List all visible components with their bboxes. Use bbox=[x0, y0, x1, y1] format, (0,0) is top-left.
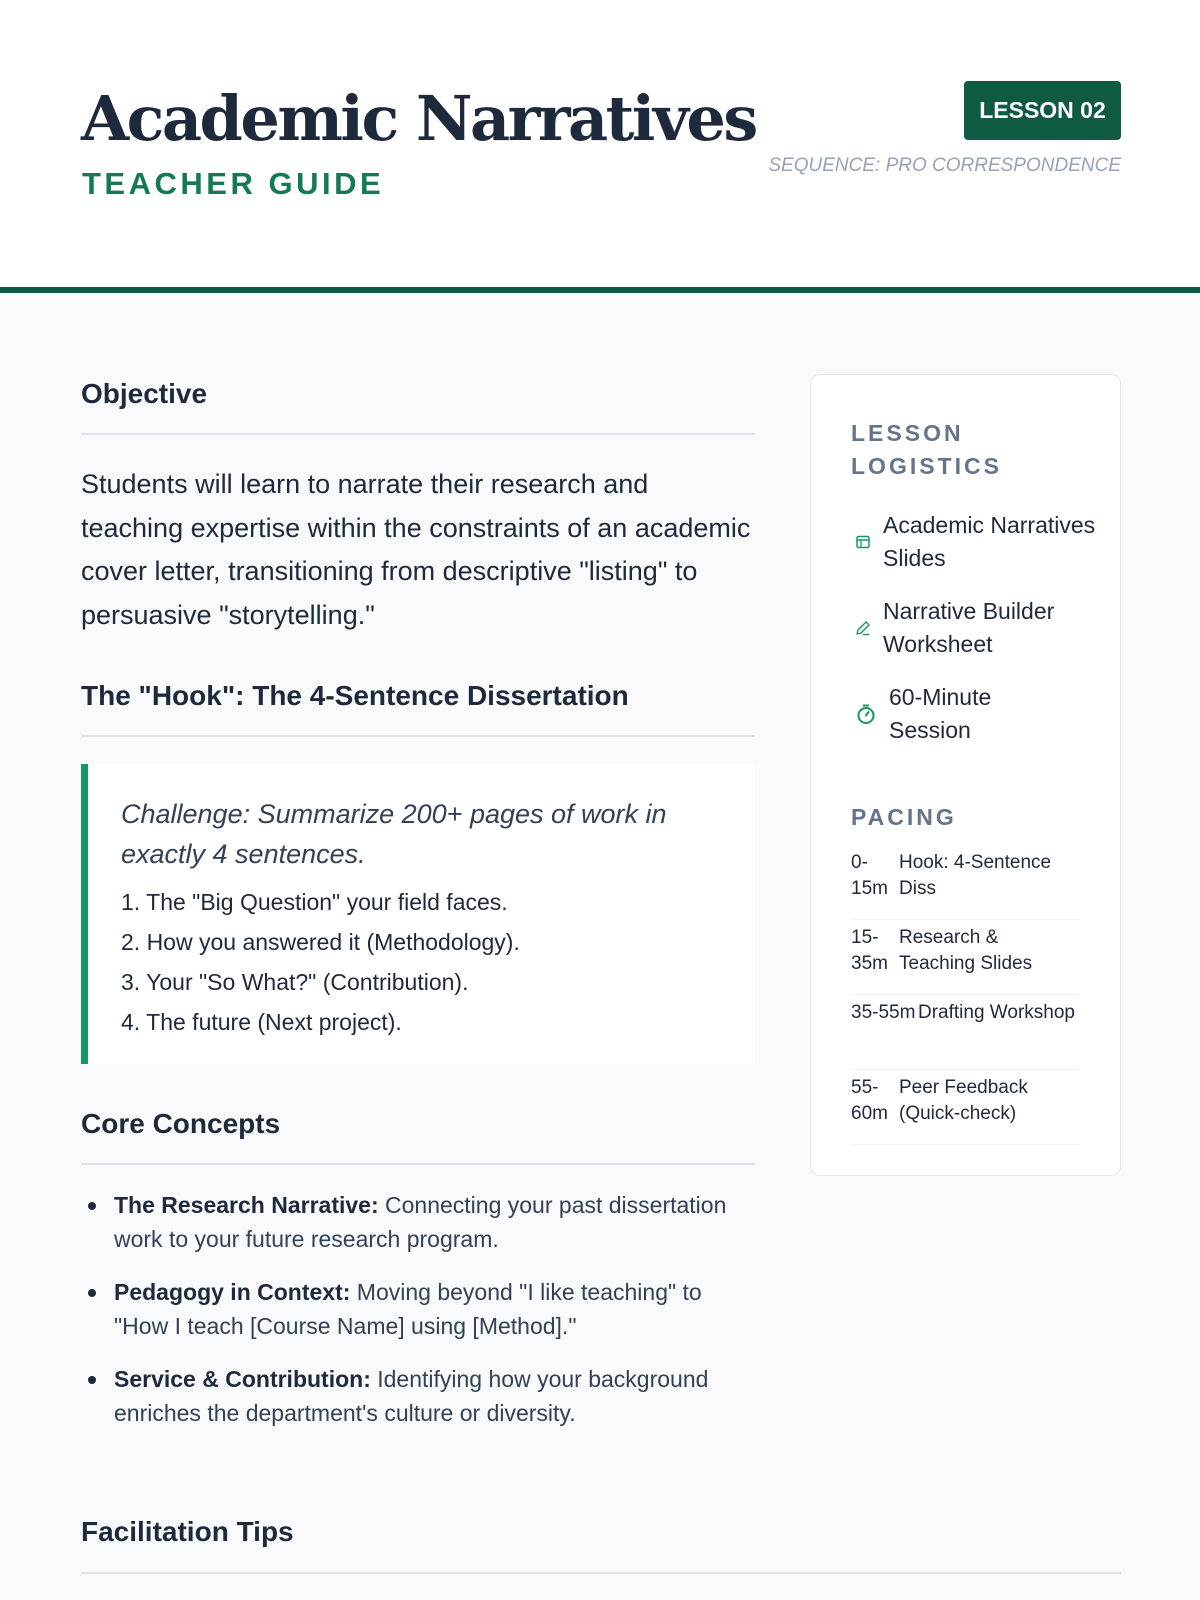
divider bbox=[81, 735, 755, 737]
concept-term: The Research Narrative: bbox=[114, 1192, 379, 1218]
pacing-row bbox=[851, 995, 1079, 1070]
resource-worksheet[interactable] bbox=[851, 595, 1103, 661]
pacing-row bbox=[851, 920, 1079, 995]
concept-term: Pedagogy in Context: bbox=[114, 1279, 351, 1305]
concept-term: Service & Contribution: bbox=[114, 1366, 371, 1392]
list-item bbox=[81, 1275, 761, 1343]
objective-heading: Objective bbox=[81, 378, 208, 409]
pacing-heading: PACING bbox=[851, 804, 957, 830]
pacing-time: 55-60m bbox=[851, 1077, 888, 1124]
pacing-row bbox=[851, 1070, 1079, 1145]
hook-steps-list bbox=[121, 882, 520, 1042]
slides-icon bbox=[851, 530, 875, 554]
challenge-text: Challenge: Summarize 200+ pages of work in exactly 4 sentences. bbox=[121, 799, 667, 869]
hook-heading: The "Hook": The 4-Sentence Dissertation bbox=[81, 680, 629, 711]
list-item: 1. The "Big Question" your field faces. bbox=[121, 889, 508, 915]
list-item bbox=[81, 1362, 761, 1430]
concepts-heading: Core Concepts bbox=[81, 1108, 281, 1139]
sequence-label: SEQUENCE: PRO CORRESPONDENCE bbox=[768, 155, 1121, 176]
list-item: 2. How you answered it (Methodology). bbox=[121, 929, 520, 955]
resource-session bbox=[851, 681, 1039, 747]
pacing-time: 15-35m bbox=[851, 927, 888, 974]
divider bbox=[81, 1163, 755, 1165]
pacing-time: 35-55m bbox=[851, 1002, 916, 1023]
list-item: 4. The future (Next project). bbox=[121, 1009, 402, 1035]
pencil-icon bbox=[851, 616, 875, 640]
list-item: 3. Your "So What?" (Contribution). bbox=[121, 969, 469, 995]
lesson-badge: LESSON 02 bbox=[964, 81, 1121, 140]
resource-label: Narrative Builder Worksheet bbox=[883, 598, 1055, 657]
resource-label: Academic Narratives Slides bbox=[883, 512, 1096, 571]
pacing-time: 0-15m bbox=[851, 852, 888, 899]
logistics-heading: LESSON LOGISTICS bbox=[851, 420, 1002, 479]
concepts-list bbox=[81, 1188, 761, 1449]
concept-description: Identifying how your background enriches the department's culture or diversity. bbox=[114, 1366, 709, 1426]
concept-description: Moving beyond "I like teaching" to "How I teach [Course Name] using [Method]." bbox=[114, 1279, 702, 1339]
page-title: Academic Narratives bbox=[81, 82, 756, 155]
divider bbox=[81, 433, 755, 435]
page-subtitle: TEACHER GUIDE bbox=[82, 166, 385, 201]
pacing-activity: Hook: 4-Sentence Diss bbox=[899, 852, 1052, 899]
logistics-sidebar bbox=[810, 374, 1121, 1176]
resource-slides[interactable] bbox=[851, 509, 1103, 575]
pacing-activity: Drafting Workshop bbox=[918, 1002, 1075, 1023]
hook-callout bbox=[81, 764, 755, 1064]
timer-icon bbox=[851, 702, 881, 726]
tips-heading: Facilitation Tips bbox=[81, 1516, 294, 1547]
list-item bbox=[81, 1188, 761, 1256]
pacing-row bbox=[851, 845, 1079, 920]
page-header bbox=[0, 0, 1200, 293]
pacing-activity: Peer Feedback (Quick-check) bbox=[899, 1077, 1028, 1124]
divider bbox=[81, 1572, 1121, 1574]
pacing-activity: Research & Teaching Slides bbox=[899, 927, 1033, 974]
resource-label: 60-Minute Session bbox=[889, 684, 992, 743]
concept-description: Connecting your past dissertation work to your future research program. bbox=[114, 1192, 727, 1252]
objective-text: Students will learn to narrate their research and teaching expertise within the constraints of an academic cover letter, transitioning from descriptive "listing" to persuasive "storytelling." bbox=[81, 469, 751, 630]
